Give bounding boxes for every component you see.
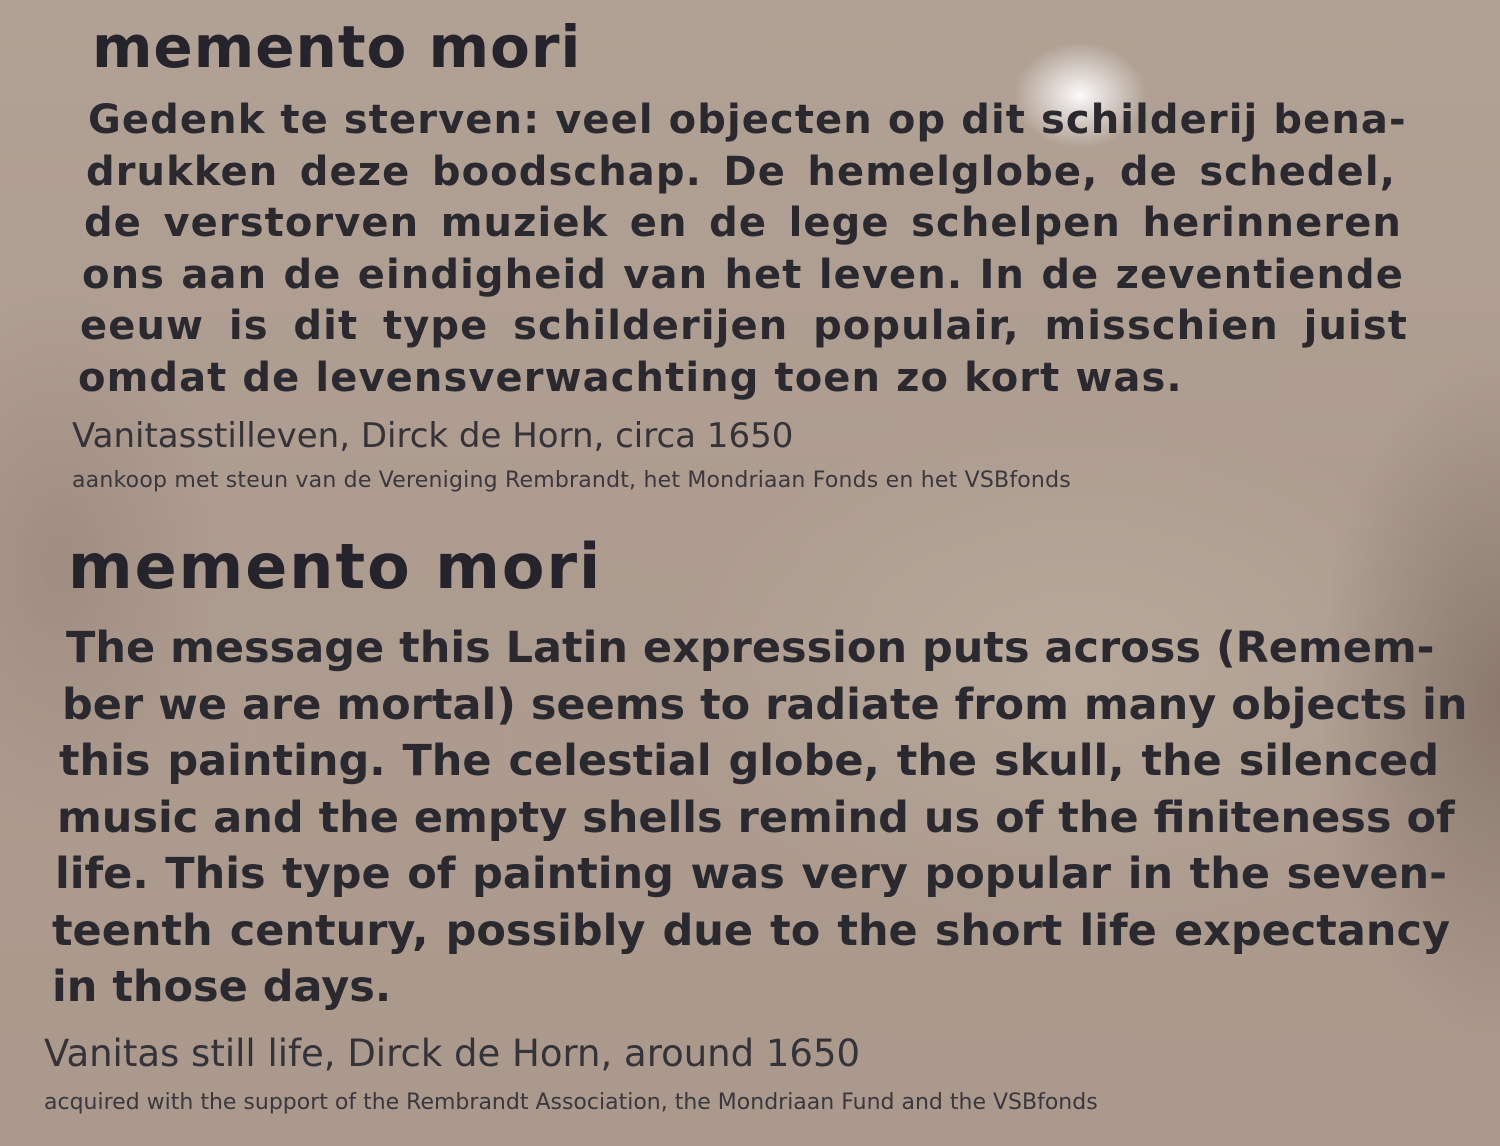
english-acquisition-credit: acquired with the support of the Rembrandt Association, the Mondriaan Fund and the VSBfonds [44,1090,1098,1115]
dutch-artwork-caption: Vanitasstilleven, Dirck de Horn, circa 1650 [72,416,794,456]
english-description-line: The message this Latin expression puts across (Remem- [66,623,1435,673]
dutch-heading: memento mori [92,13,582,81]
english-description-line: teenth century, possibly due to the short life expectancy [52,905,1450,956]
dutch-description [78,95,1408,404]
dutch-description-line: de verstorven muziek en de lege schelpen herinneren [84,200,1402,246]
dutch-description-line: ons aan de eindigheid van het leven. In de zeventiende [82,251,1404,298]
english-description-line: life. This type of painting was very popular in the seven- [55,849,1447,899]
english-description-line: this painting. The celestial globe, the skull, the silenced [59,736,1439,786]
dutch-description-line: drukken deze boodschap. De hemelglobe, de schedel, [86,148,1396,195]
dutch-acquisition-credit: aankoop met steun van de Vereniging Rembrandt, het Mondriaan Fonds en het VSBfonds [72,468,1071,493]
english-artwork-caption: Vanitas still life, Dirck de Horn, around 1650 [44,1032,861,1075]
english-description-line: in those days. [52,962,392,1012]
dutch-description-line: Gedenk te sterven: veel objecten op dit schilderij bena- [88,97,1407,143]
dutch-description-line: omdat de levensverwachting toen zo kort was. [78,354,1183,401]
english-description-line: music and the empty shells remind us of the finiteness of [57,792,1455,843]
english-description-line: ber we are mortal) seems to radiate from many objects in [62,679,1468,730]
english-description [52,620,1468,1016]
dutch-description-line: eeuw is dit type schilderijen populair, misschien juist [80,303,1408,349]
english-heading: memento mori [68,530,603,603]
